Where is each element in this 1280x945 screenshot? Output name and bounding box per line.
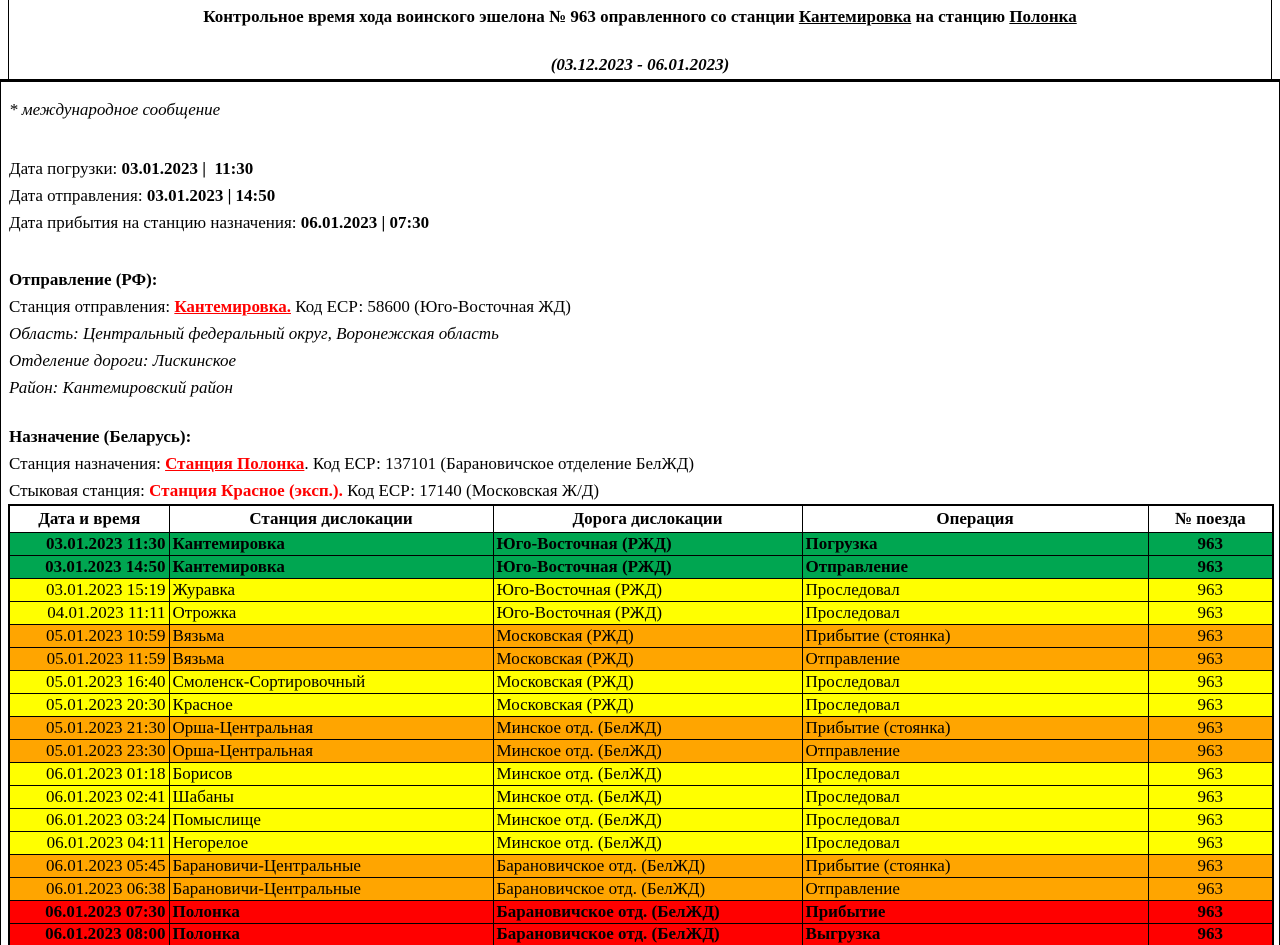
title-block <box>8 0 1272 79</box>
cell-train: 963 <box>1148 578 1273 601</box>
cell-datetime: 06.01.2023 01:18 <box>9 762 169 785</box>
cell-datetime: 06.01.2023 08:00 <box>9 923 169 945</box>
table-row <box>9 831 1273 854</box>
cell-operation: Отправление <box>802 877 1148 900</box>
cell-station: Красное <box>169 693 493 716</box>
cell-road: Московская (РЖД) <box>493 693 802 716</box>
junction-station-label: Стыковая станция: <box>9 481 150 500</box>
cell-operation: Прибытие (стоянка) <box>802 854 1148 877</box>
cell-train: 963 <box>1148 647 1273 670</box>
table-row <box>9 739 1273 762</box>
cell-datetime: 06.01.2023 07:30 <box>9 900 169 923</box>
cell-station: Шабаны <box>169 785 493 808</box>
junction-station-name: Станция Красное (эксп.). <box>149 481 343 500</box>
cell-operation: Проследовал <box>802 808 1148 831</box>
cell-station: Смоленск-Сортировочный <box>169 670 493 693</box>
departure-station-rest: Код ЕСР: 58600 (Юго-Восточная ЖД) <box>291 297 571 316</box>
cell-operation: Проследовал <box>802 785 1148 808</box>
cell-station: Орша-Центральная <box>169 739 493 762</box>
cell-station: Вязьма <box>169 624 493 647</box>
note-international: * международное сообщение <box>9 100 221 119</box>
document-title <box>9 0 1271 27</box>
cell-operation: Проследовал <box>802 578 1148 601</box>
title-prefix: Контрольное время хода воинского эшелона № 963 оправленного со станции <box>203 7 799 26</box>
table-row <box>9 624 1273 647</box>
destination-section-heading: Назначение (Беларусь): <box>9 427 192 446</box>
table-row <box>9 670 1273 693</box>
cell-station: Кантемировка <box>169 532 493 555</box>
header-train-number: № поезда <box>1148 505 1273 532</box>
cell-datetime: 05.01.2023 10:59 <box>9 624 169 647</box>
cell-road: Минское отд. (БелЖД) <box>493 762 802 785</box>
cell-train: 963 <box>1148 624 1273 647</box>
header-station: Станция дислокации <box>169 505 493 532</box>
cell-road: Юго-Восточная (РЖД) <box>493 532 802 555</box>
destination-station-link[interactable]: Станция Полонка <box>165 454 305 473</box>
cell-road: Юго-Восточная (РЖД) <box>493 555 802 578</box>
cell-station: Помыслище <box>169 808 493 831</box>
departure-section-heading: Отправление (РФ): <box>9 270 158 289</box>
cell-datetime: 05.01.2023 23:30 <box>9 739 169 762</box>
header-road: Дорога дислокации <box>493 505 802 532</box>
schedule-header-row <box>9 505 1273 532</box>
table-row <box>9 578 1273 601</box>
destination-station-label: Станция назначения: <box>9 454 166 473</box>
table-row <box>9 532 1273 555</box>
cell-road: Московская (РЖД) <box>493 647 802 670</box>
cell-road: Юго-Восточная (РЖД) <box>493 601 802 624</box>
document-date-range: (03.12.2023 - 06.01.2023) <box>550 55 730 74</box>
cell-road: Минское отд. (БелЖД) <box>493 716 802 739</box>
cell-operation: Отправление <box>802 647 1148 670</box>
cell-datetime: 05.01.2023 20:30 <box>9 693 169 716</box>
cell-road: Барановичское отд. (БелЖД) <box>493 854 802 877</box>
table-row <box>9 854 1273 877</box>
departure-station-link[interactable]: Кантемировка. <box>174 297 291 316</box>
cell-datetime: 06.01.2023 04:11 <box>9 831 169 854</box>
title-from-station: Кантемировка <box>798 7 912 26</box>
cell-operation: Проследовал <box>802 601 1148 624</box>
table-row <box>9 647 1273 670</box>
cell-operation: Отправление <box>802 739 1148 762</box>
cell-train: 963 <box>1148 739 1273 762</box>
document-body <box>0 82 1280 945</box>
cell-road: Барановичское отд. (БелЖД) <box>493 923 802 945</box>
table-row <box>9 716 1273 739</box>
table-row <box>9 601 1273 624</box>
table-row <box>9 762 1273 785</box>
departure-station-line <box>9 293 1279 320</box>
cell-road: Юго-Восточная (РЖД) <box>493 578 802 601</box>
table-row <box>9 900 1273 923</box>
cell-station: Орша-Центральная <box>169 716 493 739</box>
cell-station: Негорелое <box>169 831 493 854</box>
departure-station-label: Станция отправления: <box>9 297 175 316</box>
departure-district-line: Район: Кантемировский район <box>9 378 233 397</box>
cell-station: Кантемировка <box>169 555 493 578</box>
cell-train: 963 <box>1148 601 1273 624</box>
cell-road: Московская (РЖД) <box>493 624 802 647</box>
cell-train: 963 <box>1148 555 1273 578</box>
header-operation: Операция <box>802 505 1148 532</box>
cell-train: 963 <box>1148 831 1273 854</box>
cell-road: Московская (РЖД) <box>493 670 802 693</box>
cell-train: 963 <box>1148 716 1273 739</box>
cell-train: 963 <box>1148 900 1273 923</box>
cell-road: Барановичское отд. (БелЖД) <box>493 900 802 923</box>
destination-station-line <box>9 450 1279 477</box>
table-row <box>9 923 1273 945</box>
destination-station-rest: . Код ЕСР: 137101 (Барановичское отделение БелЖД) <box>304 454 695 473</box>
loading-date-label: Дата погрузки: <box>9 159 122 178</box>
cell-station: Полонка <box>169 900 493 923</box>
departure-date-line <box>9 182 1279 209</box>
cell-datetime: 03.01.2023 14:50 <box>9 555 169 578</box>
cell-operation: Выгрузка <box>802 923 1148 945</box>
cell-road: Барановичское отд. (БелЖД) <box>493 877 802 900</box>
cell-train: 963 <box>1148 670 1273 693</box>
cell-datetime: 06.01.2023 03:24 <box>9 808 169 831</box>
schedule-table <box>8 504 1274 945</box>
cell-road: Минское отд. (БелЖД) <box>493 808 802 831</box>
cell-train: 963 <box>1148 854 1273 877</box>
cell-datetime: 04.01.2023 11:11 <box>9 601 169 624</box>
cell-train: 963 <box>1148 532 1273 555</box>
table-row <box>9 877 1273 900</box>
table-row <box>9 808 1273 831</box>
cell-station: Барановичи-Центральные <box>169 877 493 900</box>
cell-operation: Проследовал <box>802 831 1148 854</box>
cell-station: Барановичи-Центральные <box>169 854 493 877</box>
cell-station: Отрожка <box>169 601 493 624</box>
loading-date-line <box>9 155 1279 182</box>
arrival-date-line <box>9 209 1279 236</box>
junction-station-line <box>9 477 1279 504</box>
junction-station-rest: Код ЕСР: 17140 (Московская Ж/Д) <box>342 481 600 500</box>
cell-operation: Проследовал <box>802 670 1148 693</box>
cell-datetime: 06.01.2023 05:45 <box>9 854 169 877</box>
cell-datetime: 06.01.2023 06:38 <box>9 877 169 900</box>
arrival-date-value: 06.01.2023 | 07:30 <box>300 213 430 232</box>
departure-division-line: Отделение дороги: Лискинское <box>9 351 237 370</box>
cell-station: Борисов <box>169 762 493 785</box>
cell-operation: Прибытие <box>802 900 1148 923</box>
header-datetime: Дата и время <box>9 505 169 532</box>
cell-station: Журавка <box>169 578 493 601</box>
cell-operation: Прибытие (стоянка) <box>802 716 1148 739</box>
cell-train: 963 <box>1148 762 1273 785</box>
table-row <box>9 693 1273 716</box>
cell-train: 963 <box>1148 693 1273 716</box>
cell-operation: Погрузка <box>802 532 1148 555</box>
cell-operation: Отправление <box>802 555 1148 578</box>
departure-date-value: 03.01.2023 | 14:50 <box>146 186 276 205</box>
cell-operation: Проследовал <box>802 693 1148 716</box>
table-row <box>9 785 1273 808</box>
cell-road: Минское отд. (БелЖД) <box>493 739 802 762</box>
cell-road: Минское отд. (БелЖД) <box>493 785 802 808</box>
arrival-date-label: Дата прибытия на станцию назначения: <box>9 213 301 232</box>
title-to-station: Полонка <box>1009 7 1077 26</box>
cell-train: 963 <box>1148 877 1273 900</box>
cell-operation: Прибытие (стоянка) <box>802 624 1148 647</box>
cell-station: Полонка <box>169 923 493 945</box>
cell-datetime: 06.01.2023 02:41 <box>9 785 169 808</box>
cell-road: Минское отд. (БелЖД) <box>493 831 802 854</box>
cell-train: 963 <box>1148 785 1273 808</box>
departure-date-label: Дата отправления: <box>9 186 147 205</box>
dates-block <box>9 155 1279 236</box>
cell-operation: Проследовал <box>802 762 1148 785</box>
title-middle: на станцию <box>911 7 1010 26</box>
cell-datetime: 03.01.2023 11:30 <box>9 532 169 555</box>
cell-train: 963 <box>1148 923 1273 945</box>
loading-date-value: 03.01.2023 | 11:30 <box>121 159 254 178</box>
departure-region-line: Область: Центральный федеральный округ, Воронежская область <box>9 324 499 343</box>
table-row <box>9 555 1273 578</box>
cell-train: 963 <box>1148 808 1273 831</box>
cell-station: Вязьма <box>169 647 493 670</box>
cell-datetime: 05.01.2023 21:30 <box>9 716 169 739</box>
cell-datetime: 03.01.2023 15:19 <box>9 578 169 601</box>
cell-datetime: 05.01.2023 11:59 <box>9 647 169 670</box>
cell-datetime: 05.01.2023 16:40 <box>9 670 169 693</box>
